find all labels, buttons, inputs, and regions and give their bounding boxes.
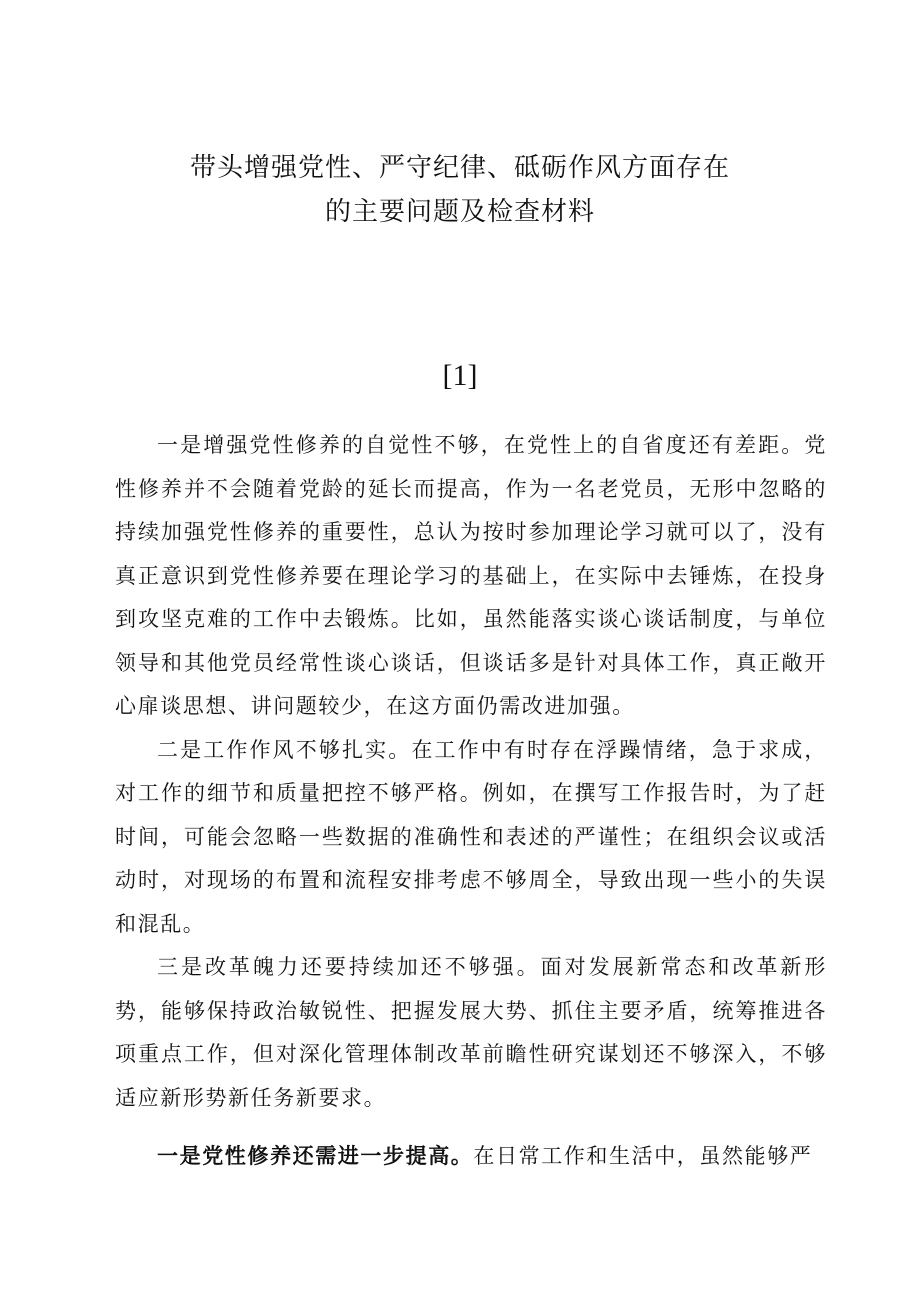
paragraph-work-style: 二是工作作风不够扎实。在工作中有时存在浮躁情绪，急于求成，对工作的细节和质量把控不够严格。例如，在撰写工作报告时，为了赶时间，可能会忽略一些数据的准确性和表述的严谨性；在组织会议或活动时，对现场的布置和流程安排考虑不够周全，导致出现一些小的失误和混乱。 — [115, 737, 827, 936]
title-line-2: 的主要问题及检查材料 — [324, 197, 595, 227]
document-title — [110, 146, 810, 234]
paragraph-lead-text: 一是党性修养还需进一步提高。 — [157, 1143, 474, 1168]
paragraph-party-spirit: 一是增强党性修养的自觉性不够，在党性上的自省度还有差距。党性修养并不会随着党龄的延长而提高，作为一名老党员，无形中忽略的持续加强党性修养的重要性，总认为按时参加理论学习就可以了，没有真正意识到党性修养要在理论学习的基础上，在实际中去锤炼，在投身到攻坚克难的工作中去锻炼。比如，虽然能落实谈心谈话制度，与单位领导和其他党员经常性谈心谈话，但谈话多是针对具体工作，真正敞开心扉谈思想、讲问题较少，在这方面仍需改进加强。 — [115, 433, 827, 718]
document-body — [115, 424, 827, 1179]
paragraph-party-cultivation — [115, 1134, 827, 1179]
section-number: [1] — [442, 359, 478, 392]
paragraph-reform: 三是改革魄力还要持续加还不够强。面对发展新常态和改革新形势，能够保持政治敏锐性、把握发展大势、抓住主要矛盾，统筹推进各项重点工作，但对深化管理体制改革前瞻性研究谋划还不够深入，不够适应新形势新任务新要求。 — [115, 955, 827, 1110]
title-line-1: 带头增强党性、严守纪律、砥砺作风方面存在 — [189, 153, 730, 183]
paragraph-rest-text: 在日常工作和生活中，虽然能够严 — [473, 1144, 813, 1168]
